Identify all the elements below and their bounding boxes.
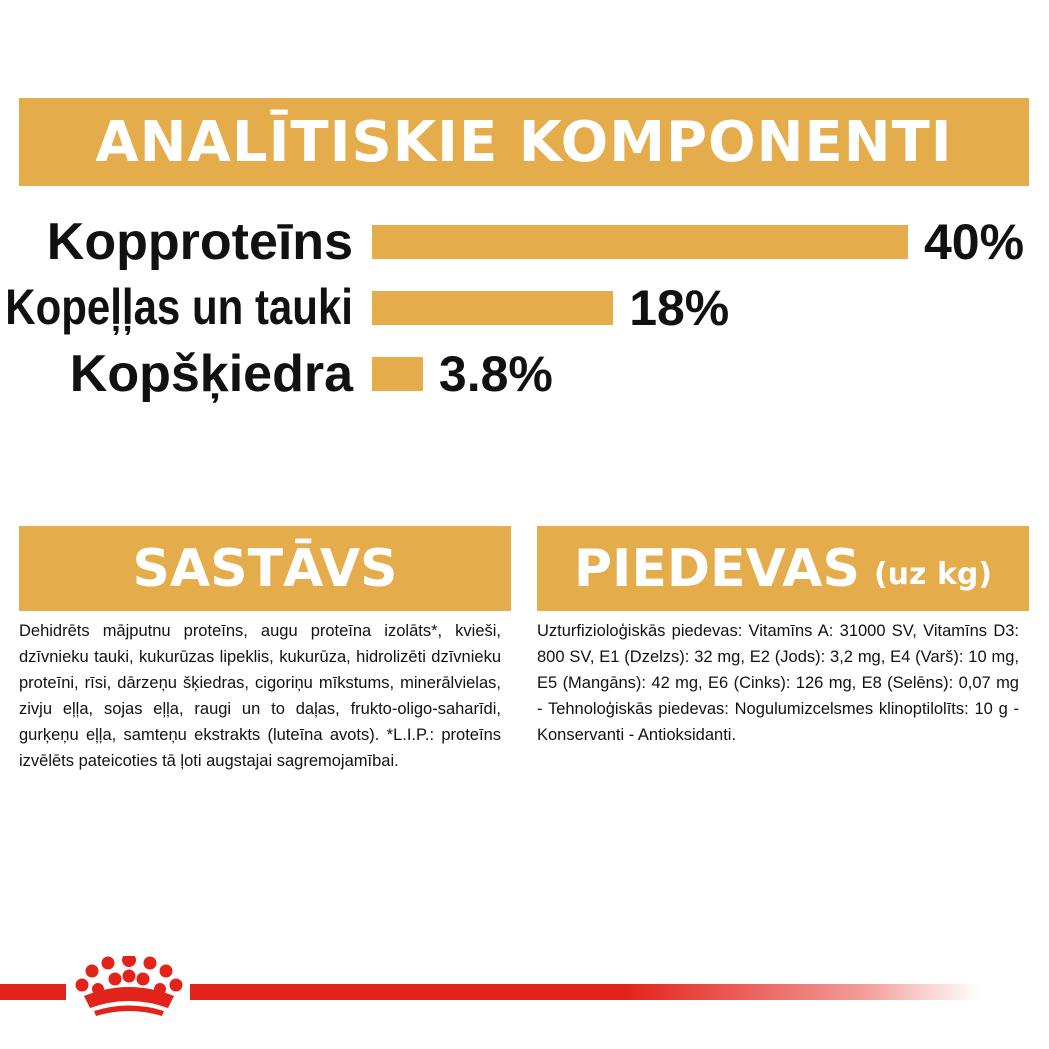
analytics-bar (372, 291, 613, 325)
analytics-row-label: Kopšķiedra (69, 345, 353, 403)
composition-banner (19, 526, 511, 611)
composition-text: Dehidrēts mājputnu proteīns, augu proteīna izolāts*, kvieši, dzīvnieku tauki, kukurūzas lipeklis, kukurūza, hidrolizēti dzīvnieku proteīni, rīsi, dārzeņu šķiedras, cigoriņu mīkstums, minerālvielas, zivju eļļa, sojas eļļa, raugi un to daļas, frukto-oligo-saharīdi, gurķeņu eļļa, samteņu ekstrakts (luteīna avots). *L.I.P.: proteīns izvēlēts pateicoties tā ļoti augstajai sagremojamībai. (19, 622, 501, 770)
royal-canin-crown-icon (70, 956, 188, 1018)
composition-title: SASTĀVS (132, 538, 398, 599)
analytics-title: ANALĪTISKIE KOMPONENTI (95, 109, 953, 175)
analytics-bar-value: 18% (629, 280, 730, 336)
analytics-banner (19, 98, 1029, 186)
analytics-row-label: Kopeļļas un tauki (5, 279, 353, 335)
additives-text: Uzturfizioloģiskās piedevas: Vitamīns A: 31000 SV, Vitamīns D3: 800 SV, E1 (Dzelzs): 32 mg, E2 (Jods): 3,2 mg, E4 (Varš): 10 mg, E5 (Mangāns): 42 mg, E6 (Cinks): 126 mg, E8 (Selēns): 0,07 mg - Tehnoloģiskās piedevas: Nogulumizcelsmes klinoptilolīts: 10 g - Konservanti - Antioksidanti. (537, 622, 1019, 744)
analytics-row-label: Kopproteīns (46, 213, 353, 271)
footer-line-right (190, 984, 980, 1000)
analytics-bar-value: 40% (924, 214, 1025, 270)
footer-line-left (0, 984, 66, 1000)
analytics-bar-value: 3.8% (438, 346, 553, 402)
additives-title-suffix: (uz kg) (873, 557, 993, 592)
additives-title: PIEDEVAS (573, 538, 860, 599)
additives-banner (537, 526, 1029, 611)
analytics-bar (372, 357, 423, 391)
analytics-bar (372, 225, 908, 259)
